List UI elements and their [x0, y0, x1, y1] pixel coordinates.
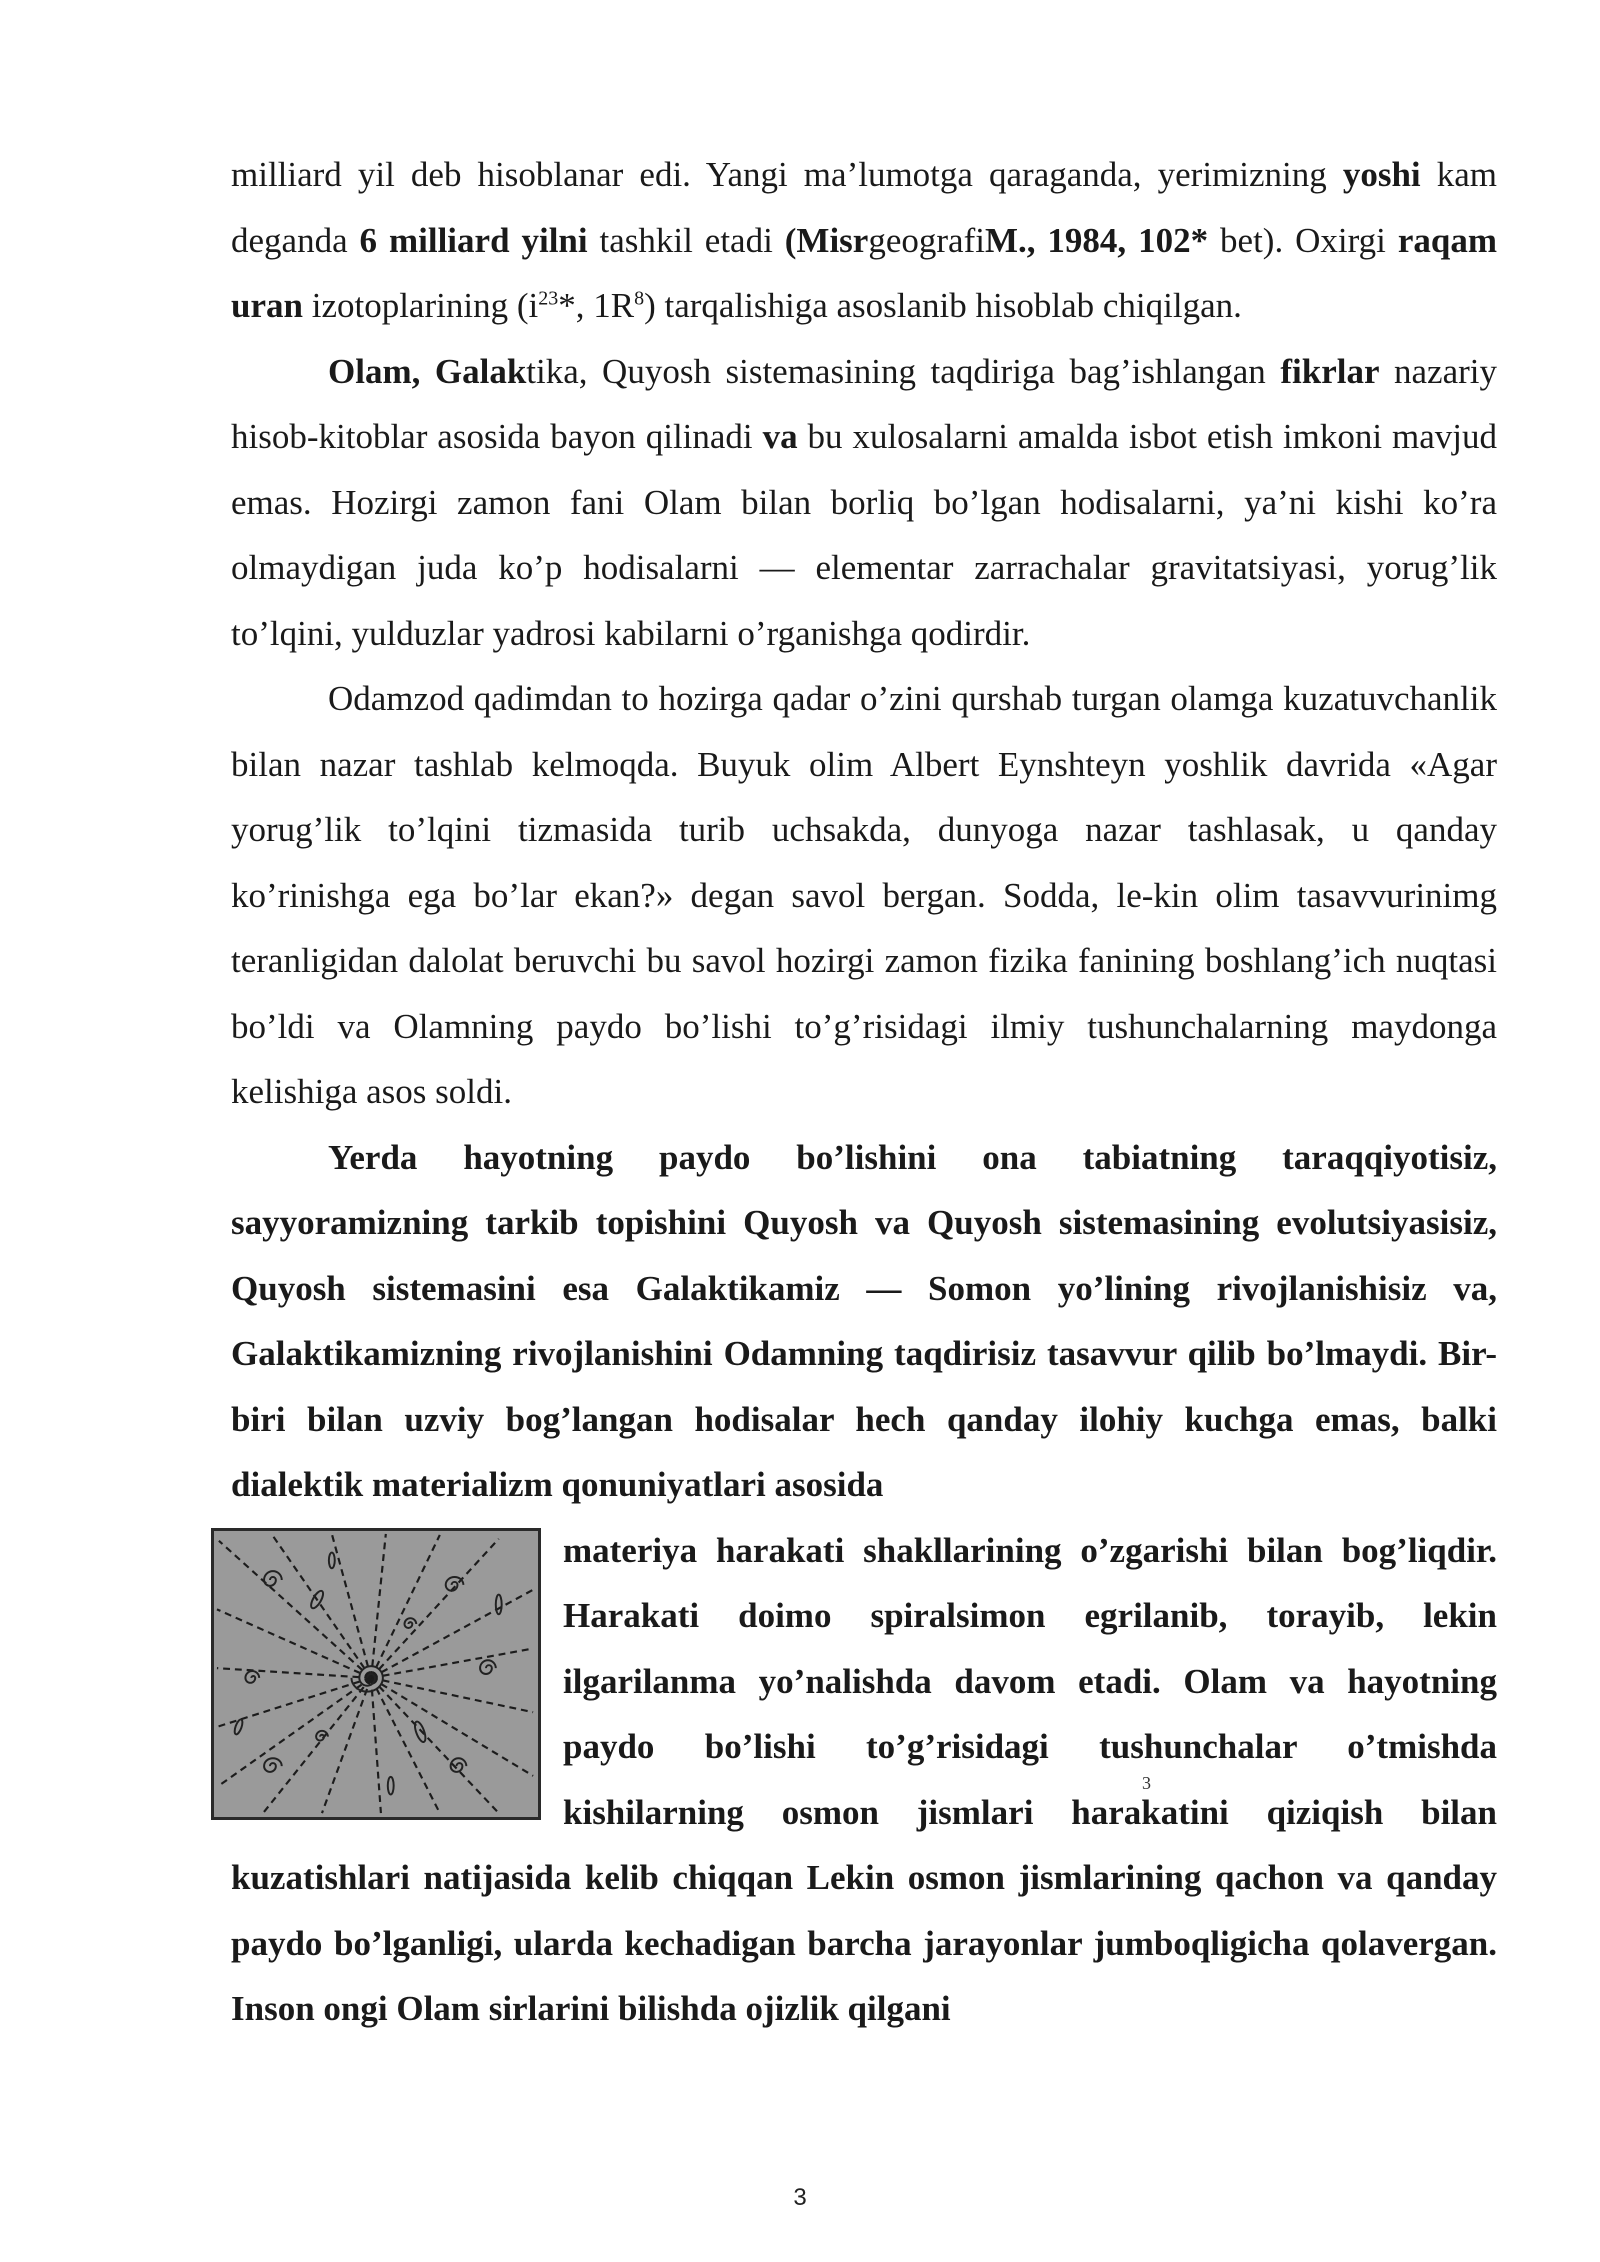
paragraph-3: Odamzod qadimdan to hozirga qadar o’zini qurshab turgan olamga kuzatuvchanlik bilan nazar tashlab kelmoqda. Buyuk olim Albert Eynshteyn yoshlik davrida «Agar yorug’lik to’lqini tizmasida turib uchsakda, dunyoga nazar tashlasak, u qanday ko’rinishga ega bo’lar ekan?» degan savol bergan. Sodda, le-kin olim tasavvurinimg teranligidan dalolat beruvchi bu savol hozirgi zamon fizika fanining boshlang’ich nuqtasi bo’ldi va Olamning paydo bo’lishi to’g’risidagi ilmiy tushunchalarning maydonga kelishiga asos soldi.	[231, 679, 1497, 1111]
spiral-galaxy-illustration	[211, 1528, 541, 1820]
p1-superscript-1: 23	[538, 287, 559, 310]
p1-text-i: bet). Oxirgi	[1208, 220, 1398, 260]
paragraph-1	[231, 142, 1497, 339]
p1-bold-d: 6 milliard yilni	[359, 220, 588, 260]
p1-text-k: izotoplarining (i	[302, 286, 539, 325]
p1-text-g: geografi	[868, 220, 985, 260]
paragraph-4	[231, 1125, 1497, 1518]
p1-bold-h: M., 1984, 102*	[984, 220, 1209, 260]
page-number: 3	[793, 2184, 807, 2211]
p1-text-m: ) tarqalishiga asoslanib hisoblab chiqilgan.	[644, 286, 1242, 325]
p1-bold-f: (Misr	[784, 220, 869, 260]
p5-bold-text: materiya harakati shakllarining o’zgarishi bilan bog’liqdir. Harakati doimo spiralsimon egrilanib, torayib, lekin ilgarilanma yo’nalishda davom etadi. Olam va hayotning paydo bo’lishi to’g’risidagi tushunchalar o’tmishda kishilarning osmon jismlari harakatini qiziqish bilan kuzatishlari natijasida kelib chiqqan Lekin osmon jismlarining qachon va qanday paydo bo’lganligi, ularda kechadigan barcha jarayonlar jumboqligicha qolavergan. Inson ongi Olam sirlarini bilishda ojizlik qilgani	[231, 1530, 1497, 2028]
p4-bold-text: Yerda hayotning paydo bo’lishini ona tabiatning taraqqiyotisiz, sayyoramizning tarkib topishini Quyosh va Quyosh sistemasining evolutsiyasisiz, Quyosh sistemasini esa Galaktikamiz — Somon yo’lining rivojlanishisiz va, Galaktikamizning rivojlanishini Odamning taqdirisiz tasavvur qilib bo’lmaydi. Bir-biri bilan uzviy bog’langan hodisalar hech qanday ilohiy kuchga emas, balki dialektik materializm qonuniyatlari asosida	[231, 1137, 1497, 1504]
paragraph-2	[231, 339, 1497, 667]
p1-superscript-2: 8	[634, 287, 645, 310]
p2-bold-e: va	[762, 417, 798, 456]
body-text	[231, 142, 1497, 2042]
p1-bold-b: yoshi	[1342, 155, 1421, 194]
p2-bold-a: Olam, Galak	[328, 351, 527, 391]
p2-text-d: nazariy hisob-kitoblar asosida bayon qilinadi	[231, 351, 1497, 456]
p1-bold-j: raqam uran	[231, 220, 1497, 325]
p1-text-a: milliard yil deb hisoblanar edi. Yangi ma’lumotga qaraganda, yerimizning	[231, 155, 1343, 194]
p1-text-e: tashkil etadi	[587, 220, 785, 260]
figure-number: 3	[1142, 1773, 1151, 1793]
p2-text-b: tika, Quyosh sistemasining taqdiriga bag’ishlangan	[526, 351, 1281, 391]
spiral-galaxy-drawing	[214, 1531, 538, 1817]
p1-text-l: *, 1R	[558, 286, 635, 325]
p2-text-f: bu xulosalarni amalda isbot etish imkoni mavjud emas. Hozirgi zamon fani Olam bilan borliq bo’lgan hodisalarni, ya’ni kishi ko’ra olmaydigan juda ko’p hodisalarni — elementar zarrachalar gravitatsiyasi, yorug’lik to’lqini, yulduzlar yadrosi kabilarni o’rganishga qodirdir.	[231, 417, 1497, 653]
p2-bold-c: fikrlar	[1280, 351, 1380, 391]
p1-text-c: kam deganda	[231, 155, 1497, 260]
